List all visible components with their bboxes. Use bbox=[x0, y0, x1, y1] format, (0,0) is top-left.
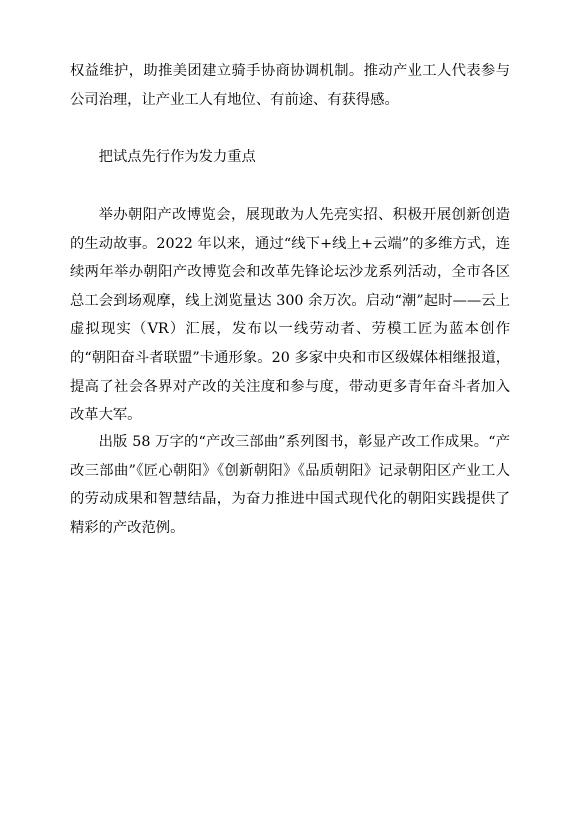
paragraph-continuation: 权益维护，助推美团建立骑手协商协调机制。推动产业工人代表参与公司治理，让产业工人有地位、有前途、有获得感。 bbox=[70, 63, 510, 108]
section-heading: 把试点先行作为发力重点 bbox=[98, 149, 256, 165]
paragraph-expo: 举办朝阳产改博览会，展现敢为人先亮实招、积极开展创新创造的生动故事。2022 年以来，通过“线下+线上+云端”的多维方式，连续两年举办朝阳产改博览会和改革先锋论坛沙龙系列活动，全市各区总工会到场观摩，线上浏览量达 300 余万次。启动“潮”起时——云上虚拟现实（VR）汇展，发布以一线劳动者、劳模工匠为蓝本创作的“朝阳奋斗者联盟”卡通形象。20 多家中央和市区级媒体相继报道，提高了社会各界对产改的关注度和参与度，带动更多青年奋斗者加入改革大军。 bbox=[70, 207, 510, 424]
paragraph-book-series: 出版 58 万字的“产改三部曲”系列图书，彰显产改工作成果。“产改三部曲”《匠心朝阳》《创新朝阳》《品质朝阳》记录朝阳区产业工人的劳动成果和智慧结晶，为奋力推进中国式现代化的朝阳实践提供了精彩的产改范例。 bbox=[70, 434, 510, 536]
